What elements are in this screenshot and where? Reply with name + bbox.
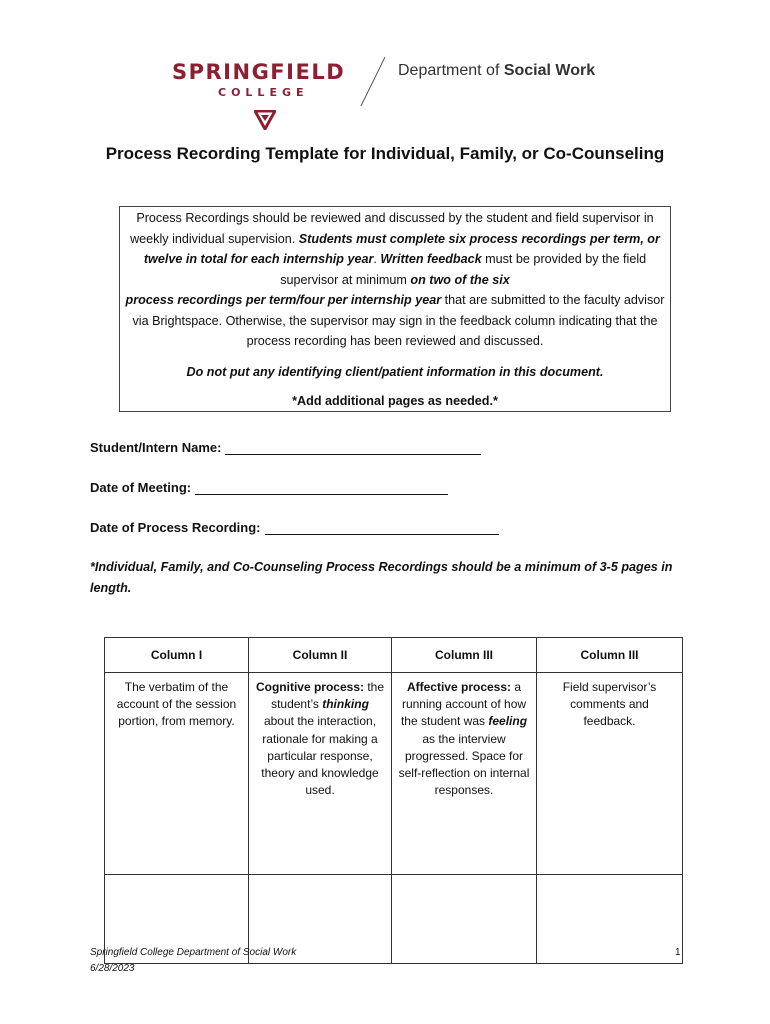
col2-description: Cognitive process: the student’s thinking about the interaction, rationale for making a particular response, theory and knowledge used. <box>249 673 392 875</box>
page-number: 1 <box>675 947 681 958</box>
instructions-box <box>119 206 671 412</box>
column-header: Column III <box>537 638 683 673</box>
feedback-cell[interactable] <box>537 875 683 964</box>
divider-slash <box>358 56 388 108</box>
college-logo-name: SPRINGFIELD <box>172 60 346 84</box>
page-title: Process Recording Template for Individual, Family, or Co-Counseling <box>105 144 665 163</box>
student-name-field: Student/Intern Name: <box>90 440 481 455</box>
table-row <box>105 673 683 875</box>
add-pages-note: *Add additional pages as needed.* <box>292 394 498 408</box>
table-header-row <box>105 638 683 673</box>
length-note: *Individual, Family, and Co-Counseling Process Recordings should be a minimum of 3-5 pages in length. <box>90 560 673 595</box>
college-logo-sub: COLLEGE <box>218 86 309 99</box>
process-recording-table <box>104 637 683 964</box>
column-header: Column I <box>105 638 249 673</box>
student-name-input[interactable] <box>225 440 481 455</box>
triangle-logo-icon <box>254 110 276 130</box>
column-header: Column III <box>392 638 537 673</box>
department-name: Department of Social Work <box>398 62 596 79</box>
privacy-warning: Do not put any identifying client/patient information in this document. <box>186 364 604 379</box>
footer-info: Springfield College Department of Social Work 6/28/2023 <box>90 947 297 974</box>
col4-description: Field supervisor’s comments and feedback. <box>537 673 683 875</box>
instructions-text: Process Recordings should be reviewed and discussed by the student and field supervisor in weekly individual supervision. Students must complete six process recordings per term, or twelve in total for each internship year. Written feedback must be provided by the field supervisor at minimum on two of the six process recordings per term/four per internship year that are submitted to the faculty advisor via Brightspace. Otherwise, the supervisor may sign in the feedback column indicating that the process recording has been reviewed and discussed. <box>125 211 665 348</box>
column-header: Column II <box>249 638 392 673</box>
recording-date-field: Date of Process Recording: <box>90 520 499 535</box>
recording-date-input[interactable] <box>265 520 499 535</box>
meeting-date-field: Date of Meeting: <box>90 480 448 495</box>
affective-cell[interactable] <box>392 875 537 964</box>
meeting-date-input[interactable] <box>195 480 448 495</box>
col1-description: The verbatim of the account of the session portion, from memory. <box>105 673 249 875</box>
col3-description: Affective process: a running account of how the student was feeling as the interview progressed. Space for self-reflection on internal responses. <box>392 673 537 875</box>
